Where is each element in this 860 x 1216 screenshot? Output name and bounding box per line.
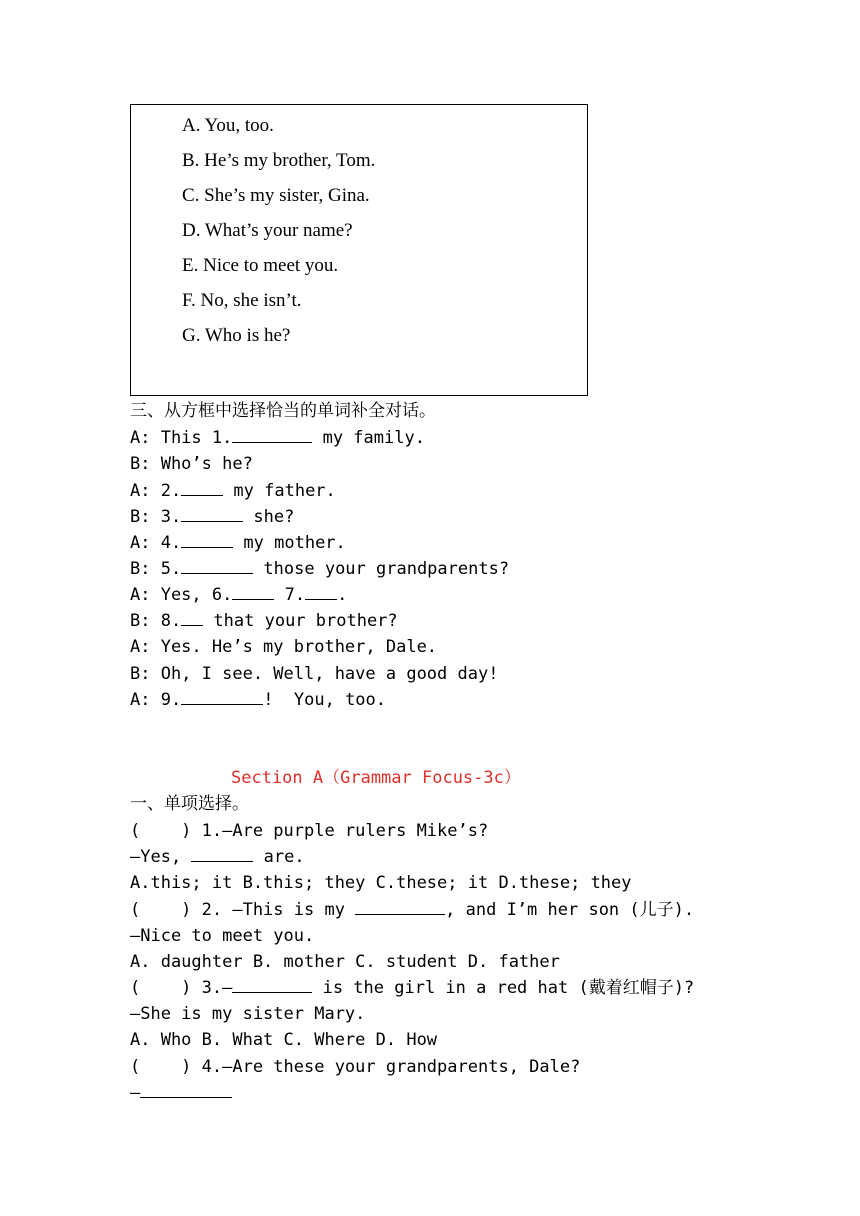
choices-1: A.this; it B.this; they C.these; it D.these; they (130, 873, 632, 893)
line-text: —Yes, (130, 847, 192, 867)
blank-8[interactable] (181, 611, 203, 626)
blank-1[interactable] (232, 428, 312, 443)
line-text: that your brother? (203, 611, 398, 631)
dialogue-line-11 (130, 690, 386, 710)
blank-6[interactable] (232, 585, 274, 600)
line-text: B: 3. (130, 507, 182, 527)
line-text: B: 8. (130, 611, 182, 631)
blank-7[interactable] (305, 585, 337, 600)
line-text: A: 4. (130, 533, 182, 553)
line-text: ( ) 2. —This is my (130, 900, 356, 920)
line-text: ! You, too. (263, 690, 387, 710)
choices-2: A. daughter B. mother C. student D. father (130, 952, 560, 972)
section-heading: Section A（Grammar Focus-3c） (231, 768, 521, 788)
line-text: B: Oh, I see. Well, have a good day! (130, 664, 499, 684)
question-1: ( ) 1.—Are purple rulers Mike’s? (130, 821, 489, 841)
line-text: she? (243, 507, 295, 527)
line-text: my father. (223, 481, 336, 501)
line-text: A: 2. (130, 481, 182, 501)
question-4: ( ) 4.—Are these your grandparents, Dale? (130, 1057, 581, 1077)
dialogue-line-9 (130, 637, 437, 657)
dialogue-line-7 (130, 585, 347, 605)
option-e: E. Nice to meet you. (182, 255, 339, 276)
answer-1 (130, 847, 305, 867)
answer-3: —She is my sister Mary. (130, 1004, 366, 1024)
answer-4 (130, 1083, 232, 1103)
line-text: — (130, 1083, 141, 1103)
dialogue-line-5 (130, 533, 346, 553)
blank-4[interactable] (181, 533, 233, 548)
dialogue-line-6 (130, 559, 509, 579)
dialogue-line-8 (130, 611, 398, 631)
line-text: my family. (312, 428, 425, 448)
line-text: those your grandparents? (253, 559, 510, 579)
question-2 (130, 900, 694, 920)
line-text: A: This 1. (130, 428, 233, 448)
options-box (130, 104, 588, 396)
blank-q3[interactable] (232, 978, 312, 993)
blank-q4[interactable] (140, 1083, 232, 1098)
option-d: D. What’s your name? (182, 220, 353, 241)
option-a: A. You, too. (182, 115, 274, 136)
blank-9[interactable] (181, 690, 263, 705)
dialogue-line-2 (130, 454, 253, 474)
line-text: B: 5. (130, 559, 182, 579)
option-c: C. She’s my sister, Gina. (182, 185, 370, 206)
blank-q2[interactable] (355, 900, 445, 915)
line-text: , and I’m her son (儿子). (445, 900, 695, 920)
option-b: B. He’s my brother, Tom. (182, 150, 376, 171)
dialogue-line-3 (130, 481, 336, 501)
blank-3[interactable] (181, 507, 243, 522)
part1-title: 一、单项选择。 (130, 794, 249, 814)
line-text: B: Who’s he? (130, 454, 253, 474)
question-3 (130, 978, 694, 998)
part3-title: 三、从方框中选择恰当的单词补全对话。 (130, 401, 436, 421)
line-text: is the girl in a red hat (戴着红帽子)? (312, 978, 695, 998)
dialogue-line-10 (130, 664, 498, 684)
dialogue-line-1 (130, 428, 425, 448)
line-text: . (337, 585, 348, 605)
option-f: F. No, she isn’t. (182, 290, 302, 311)
blank-2[interactable] (181, 481, 223, 496)
dialogue-line-4 (130, 507, 294, 527)
line-text: A: 9. (130, 690, 182, 710)
answer-2: —Nice to meet you. (130, 926, 315, 946)
blank-5[interactable] (181, 559, 253, 574)
line-text: 7. (274, 585, 306, 605)
blank-q1[interactable] (191, 847, 253, 862)
choices-3: A. Who B. What C. Where D. How (130, 1030, 438, 1050)
line-text: A: Yes. He’s my brother, Dale. (130, 637, 438, 657)
line-text: my mother. (233, 533, 346, 553)
line-text: are. (253, 847, 305, 867)
line-text: ( ) 3.— (130, 978, 233, 998)
line-text: A: Yes, 6. (130, 585, 233, 605)
option-g: G. Who is he? (182, 325, 291, 346)
